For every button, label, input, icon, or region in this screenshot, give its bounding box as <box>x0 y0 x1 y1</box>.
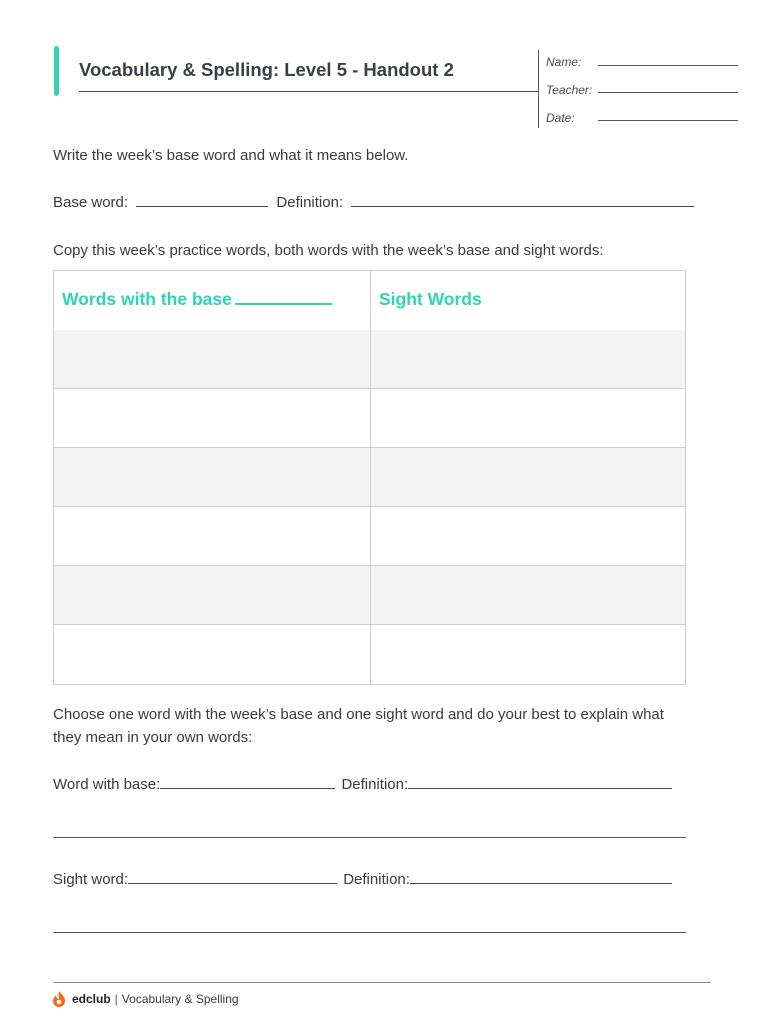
word-with-base-label: Word with base: <box>53 776 161 793</box>
sight-word-label: Sight word: <box>53 871 129 888</box>
title-rule <box>79 91 539 92</box>
section1-instruction: Write the week’s base word and what it means below. <box>53 147 409 164</box>
base-word-cell[interactable] <box>54 507 370 565</box>
definition-continuation-line-2[interactable] <box>53 932 686 933</box>
col-header-sight: Sight Words <box>379 289 482 309</box>
page-title: Vocabulary & Spelling: Level 5 - Handout 2 <box>79 59 454 80</box>
sight-word-cell[interactable] <box>371 507 685 565</box>
definition-field-2[interactable] <box>410 871 672 884</box>
sight-word-field[interactable] <box>128 871 337 884</box>
base-word-field[interactable] <box>136 194 268 207</box>
brand-name: edclub <box>72 992 111 1006</box>
section2-instruction: Copy this week’s practice words, both words with the week’s base and sight words: <box>53 242 604 259</box>
base-word-cell[interactable] <box>54 389 370 447</box>
base-word-cell[interactable] <box>54 448 370 506</box>
word-with-base-field[interactable] <box>160 776 335 789</box>
sight-word-cell[interactable] <box>371 389 685 447</box>
definition-label-2: Definition: <box>343 871 410 888</box>
footer <box>50 990 239 1008</box>
base-word-cell[interactable] <box>54 566 370 624</box>
date-label: Date: <box>546 111 575 125</box>
col-header-base-label: Words with the base <box>62 289 232 309</box>
info-divider <box>538 50 539 128</box>
definition-field[interactable] <box>351 194 694 207</box>
teacher-label: Teacher: <box>546 83 593 97</box>
section3-instruction-line1: Choose one word with the week’s base and one sight word and do your best to explain what <box>53 706 664 723</box>
definition-label: Definition: <box>276 194 344 211</box>
column-divider <box>370 271 371 684</box>
accent-bar <box>54 46 59 96</box>
definition-label-1: Definition: <box>341 776 409 793</box>
teacher-field[interactable] <box>598 92 738 93</box>
base-word-line <box>53 194 694 211</box>
base-word-cell[interactable] <box>54 625 370 684</box>
sight-word-cell[interactable] <box>371 625 685 684</box>
word-with-base-line <box>53 776 672 793</box>
sight-word-cell[interactable] <box>371 330 685 388</box>
footer-rule <box>53 982 711 983</box>
base-word-label: Base word: <box>53 194 129 211</box>
sight-word-cell[interactable] <box>371 566 685 624</box>
col-header-base <box>62 289 332 310</box>
flame-icon <box>50 990 68 1008</box>
date-field[interactable] <box>598 120 738 121</box>
definition-field-1[interactable] <box>408 776 672 789</box>
definition-continuation-line-1[interactable] <box>53 837 686 838</box>
sight-word-cell[interactable] <box>371 448 685 506</box>
name-label: Name: <box>546 55 582 69</box>
section3-instruction-line2: they mean in your own words: <box>53 729 253 746</box>
footer-subject: Vocabulary & Spelling <box>121 992 239 1006</box>
footer-separator: | <box>114 992 118 1006</box>
base-word-cell[interactable] <box>54 330 370 388</box>
name-field[interactable] <box>598 65 738 66</box>
base-blank[interactable] <box>235 289 332 305</box>
practice-words-table <box>53 270 686 685</box>
sight-word-line <box>53 871 672 888</box>
